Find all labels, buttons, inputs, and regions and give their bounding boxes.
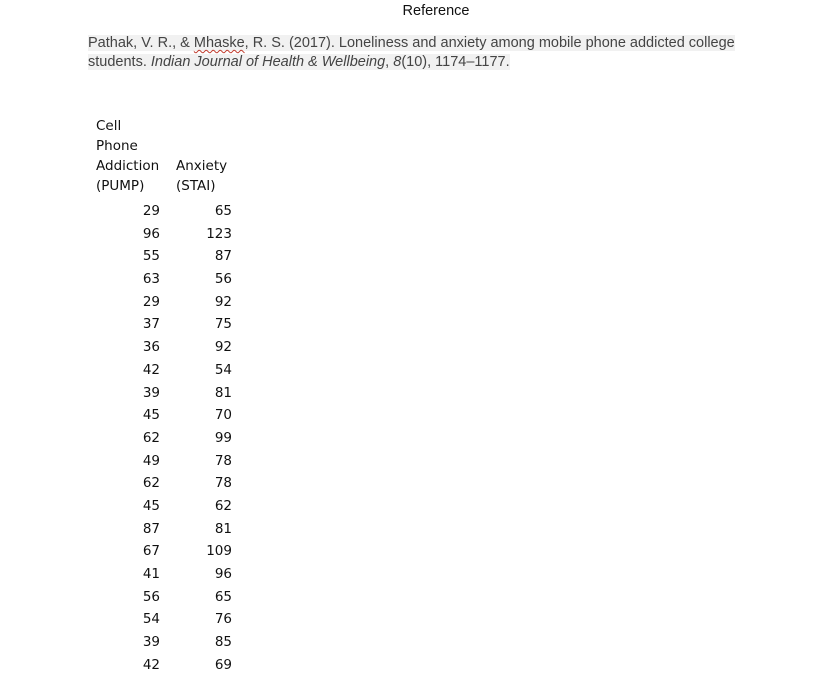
cell-stai: 75 <box>214 316 232 333</box>
citation-line-2 <box>88 54 510 70</box>
cell-pump: 45 <box>142 497 160 514</box>
column-header-stai <box>176 156 227 196</box>
cell-pump: 87 <box>142 520 160 537</box>
citation-journal: Indian Journal of Health & Wellbeing <box>150 54 386 70</box>
cell-stai: 85 <box>214 634 232 651</box>
cell-pump: 36 <box>142 339 160 356</box>
cell-pump: 55 <box>142 248 160 265</box>
cell-pump: 42 <box>142 361 160 378</box>
citation <box>88 34 758 72</box>
citation-authors-pre: Pathak, V. R., & <box>88 35 194 51</box>
header-line: Phone <box>96 138 138 154</box>
citation-sep: , <box>385 54 394 70</box>
cell-stai: 81 <box>214 520 232 537</box>
cell-pump: 29 <box>142 203 160 219</box>
cell-pump: 49 <box>142 452 160 469</box>
cell-pump: 41 <box>142 566 160 582</box>
header-line: Addiction <box>96 158 160 174</box>
cell-stai: 65 <box>214 588 232 605</box>
cell-stai: 81 <box>214 384 232 401</box>
cell-stai: 78 <box>214 475 232 492</box>
cell-pump: 37 <box>142 316 160 333</box>
header-line: (PUMP) <box>96 178 145 194</box>
cell-pump: 42 <box>142 656 160 673</box>
citation-authors-post: , R. S. (2017). Loneliness and anxiety among mobile phone addicted college <box>244 35 735 51</box>
cell-stai: 70 <box>214 407 232 424</box>
cell-pump: 67 <box>142 543 160 560</box>
cell-pump: 62 <box>142 475 160 492</box>
cell-pump: 39 <box>142 384 160 401</box>
cell-pump: 96 <box>142 225 160 242</box>
header-line: Cell <box>96 118 122 134</box>
cell-stai: 92 <box>214 339 232 356</box>
cell-stai: 56 <box>214 271 232 288</box>
citation-line-1 <box>88 35 735 51</box>
cell-stai: 54 <box>214 361 232 378</box>
cell-stai: 99 <box>214 429 232 446</box>
cell-pump: 62 <box>142 429 160 446</box>
cell-pump: 54 <box>142 611 160 628</box>
cell-stai: 62 <box>214 497 232 514</box>
column-header-pump <box>96 116 159 196</box>
cell-stai: 96 <box>214 566 232 582</box>
cell-stai: 87 <box>214 248 232 265</box>
header-line: (STAI) <box>176 178 216 194</box>
citation-issue-pages: (10), 1174–1177. <box>401 54 510 70</box>
reference-heading: Reference <box>402 3 470 19</box>
citation-line2-pre: students. <box>88 54 151 70</box>
citation-volume: 8 <box>393 54 402 70</box>
cell-pump: 56 <box>142 588 160 605</box>
cell-stai: 109 <box>206 543 232 560</box>
cell-stai: 76 <box>214 611 232 628</box>
spellcheck-flagged-word[interactable]: Mhaske <box>193 35 245 51</box>
cell-pump: 63 <box>142 271 160 288</box>
cell-pump: 39 <box>142 634 160 651</box>
cell-stai: 65 <box>214 203 232 219</box>
cell-pump: 45 <box>142 407 160 424</box>
cell-stai: 123 <box>206 225 232 242</box>
cell-stai: 92 <box>214 293 232 310</box>
header-line: Anxiety <box>176 158 228 174</box>
cell-stai: 69 <box>214 656 232 673</box>
cell-stai: 78 <box>214 452 232 469</box>
cell-pump: 29 <box>142 293 160 310</box>
